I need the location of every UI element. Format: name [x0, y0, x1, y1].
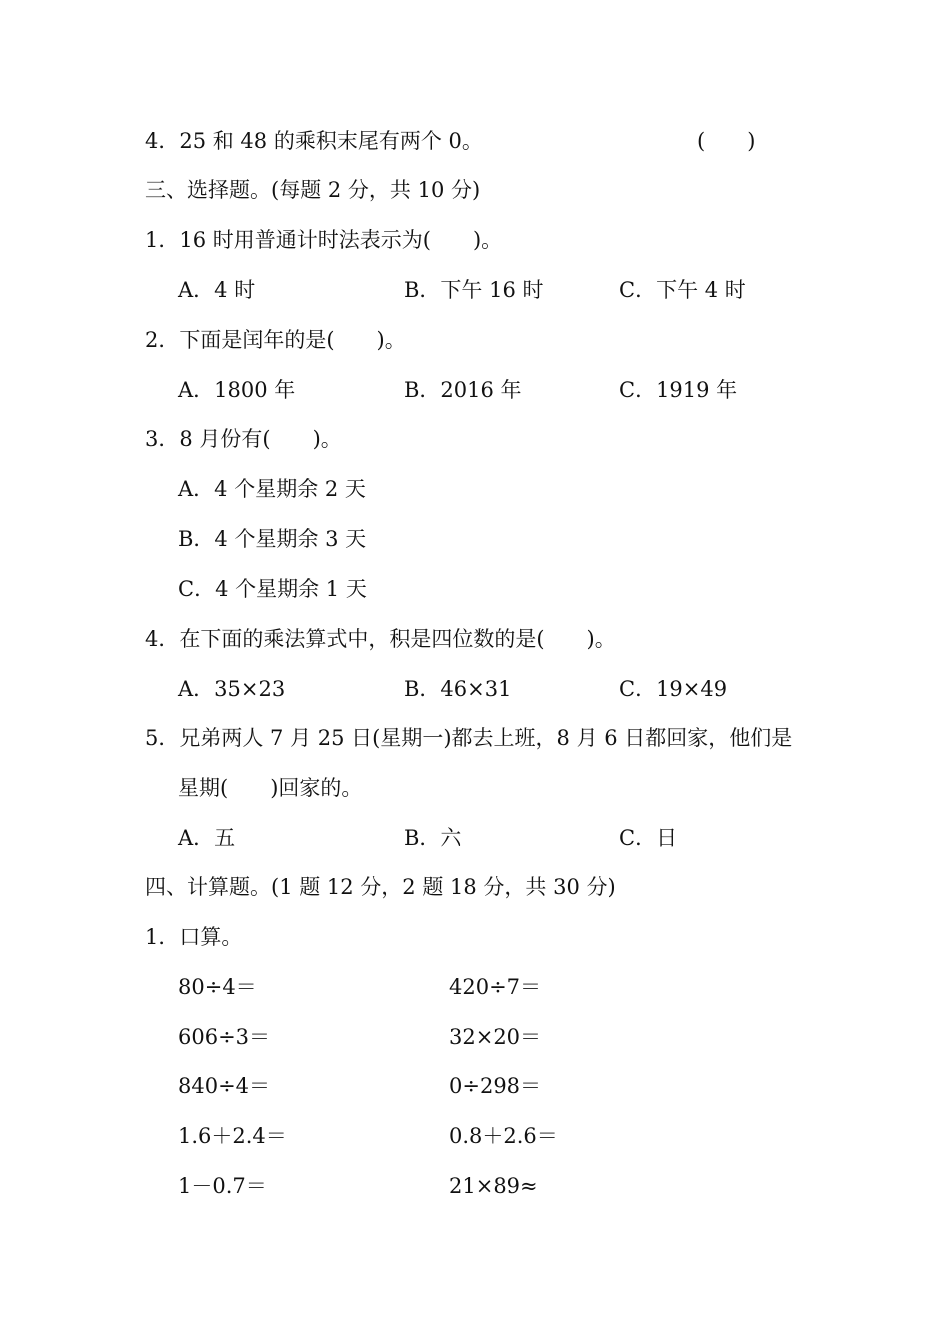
s3-q3-option-c[interactable]: C．4 个星期余 1 天	[178, 577, 367, 601]
s3-q1-option-c[interactable]: C．下午 4 时	[619, 278, 746, 302]
oral-item: 1－0.7＝	[178, 1174, 267, 1198]
s3-q1-text: 1．16 时用普通计时法表示为( )。	[145, 228, 503, 252]
section3-title: 三、选择题。(每题 2 分，共 10 分)	[145, 178, 481, 202]
s3-q4-option-a[interactable]: A．35×23	[178, 677, 286, 701]
judgement-q4-answer-paren[interactable]: ( )	[697, 129, 756, 153]
oral-item: 21×89≈	[449, 1174, 538, 1198]
s3-q3-option-b[interactable]: B．4 个星期余 3 天	[178, 527, 367, 551]
s3-q4-option-b[interactable]: B．46×31	[404, 677, 512, 701]
s3-q2-text: 2．下面是闰年的是( )。	[145, 328, 406, 352]
oral-item: 0÷298＝	[449, 1074, 542, 1098]
s3-q2-option-b[interactable]: B．2016 年	[404, 378, 522, 402]
s3-q5-text: 5．兄弟两人 7 月 25 日(星期一)都去上班，8 月 6 日都回家，他们是	[145, 726, 793, 750]
oral-item: 0.8＋2.6＝	[449, 1124, 558, 1148]
s3-q2-option-a[interactable]: A．1800 年	[178, 378, 296, 402]
s3-q5-option-c[interactable]: C．日	[619, 826, 678, 850]
s3-q5-option-b[interactable]: B．六	[404, 826, 462, 850]
s3-q2-option-c[interactable]: C．1919 年	[619, 378, 738, 402]
oral-item: 1.6＋2.4＝	[178, 1124, 287, 1148]
judgement-q4-text: 4．25 和 48 的乘积末尾有两个 0。	[145, 129, 483, 153]
oral-item: 606÷3＝	[178, 1025, 271, 1049]
s4-q1-title: 1．口算。	[145, 925, 243, 949]
s3-q3-text: 3．8 月份有( )。	[145, 427, 342, 451]
s3-q5-option-a[interactable]: A．五	[178, 826, 236, 850]
s3-q5-text-continued: 星期( )回家的。	[178, 776, 363, 800]
s3-q3-option-a[interactable]: A．4 个星期余 2 天	[178, 477, 366, 501]
oral-item: 420÷7＝	[449, 975, 542, 999]
s3-q1-option-b[interactable]: B．下午 16 时	[404, 278, 544, 302]
s3-q4-text: 4．在下面的乘法算式中，积是四位数的是( )。	[145, 627, 616, 651]
s3-q4-option-c[interactable]: C．19×49	[619, 677, 728, 701]
oral-item: 32×20＝	[449, 1025, 542, 1049]
oral-item: 840÷4＝	[178, 1074, 271, 1098]
section4-title: 四、计算题。(1 题 12 分，2 题 18 分，共 30 分)	[145, 875, 616, 899]
oral-item: 80÷4＝	[178, 975, 257, 999]
s3-q1-option-a[interactable]: A．4 时	[178, 278, 256, 302]
